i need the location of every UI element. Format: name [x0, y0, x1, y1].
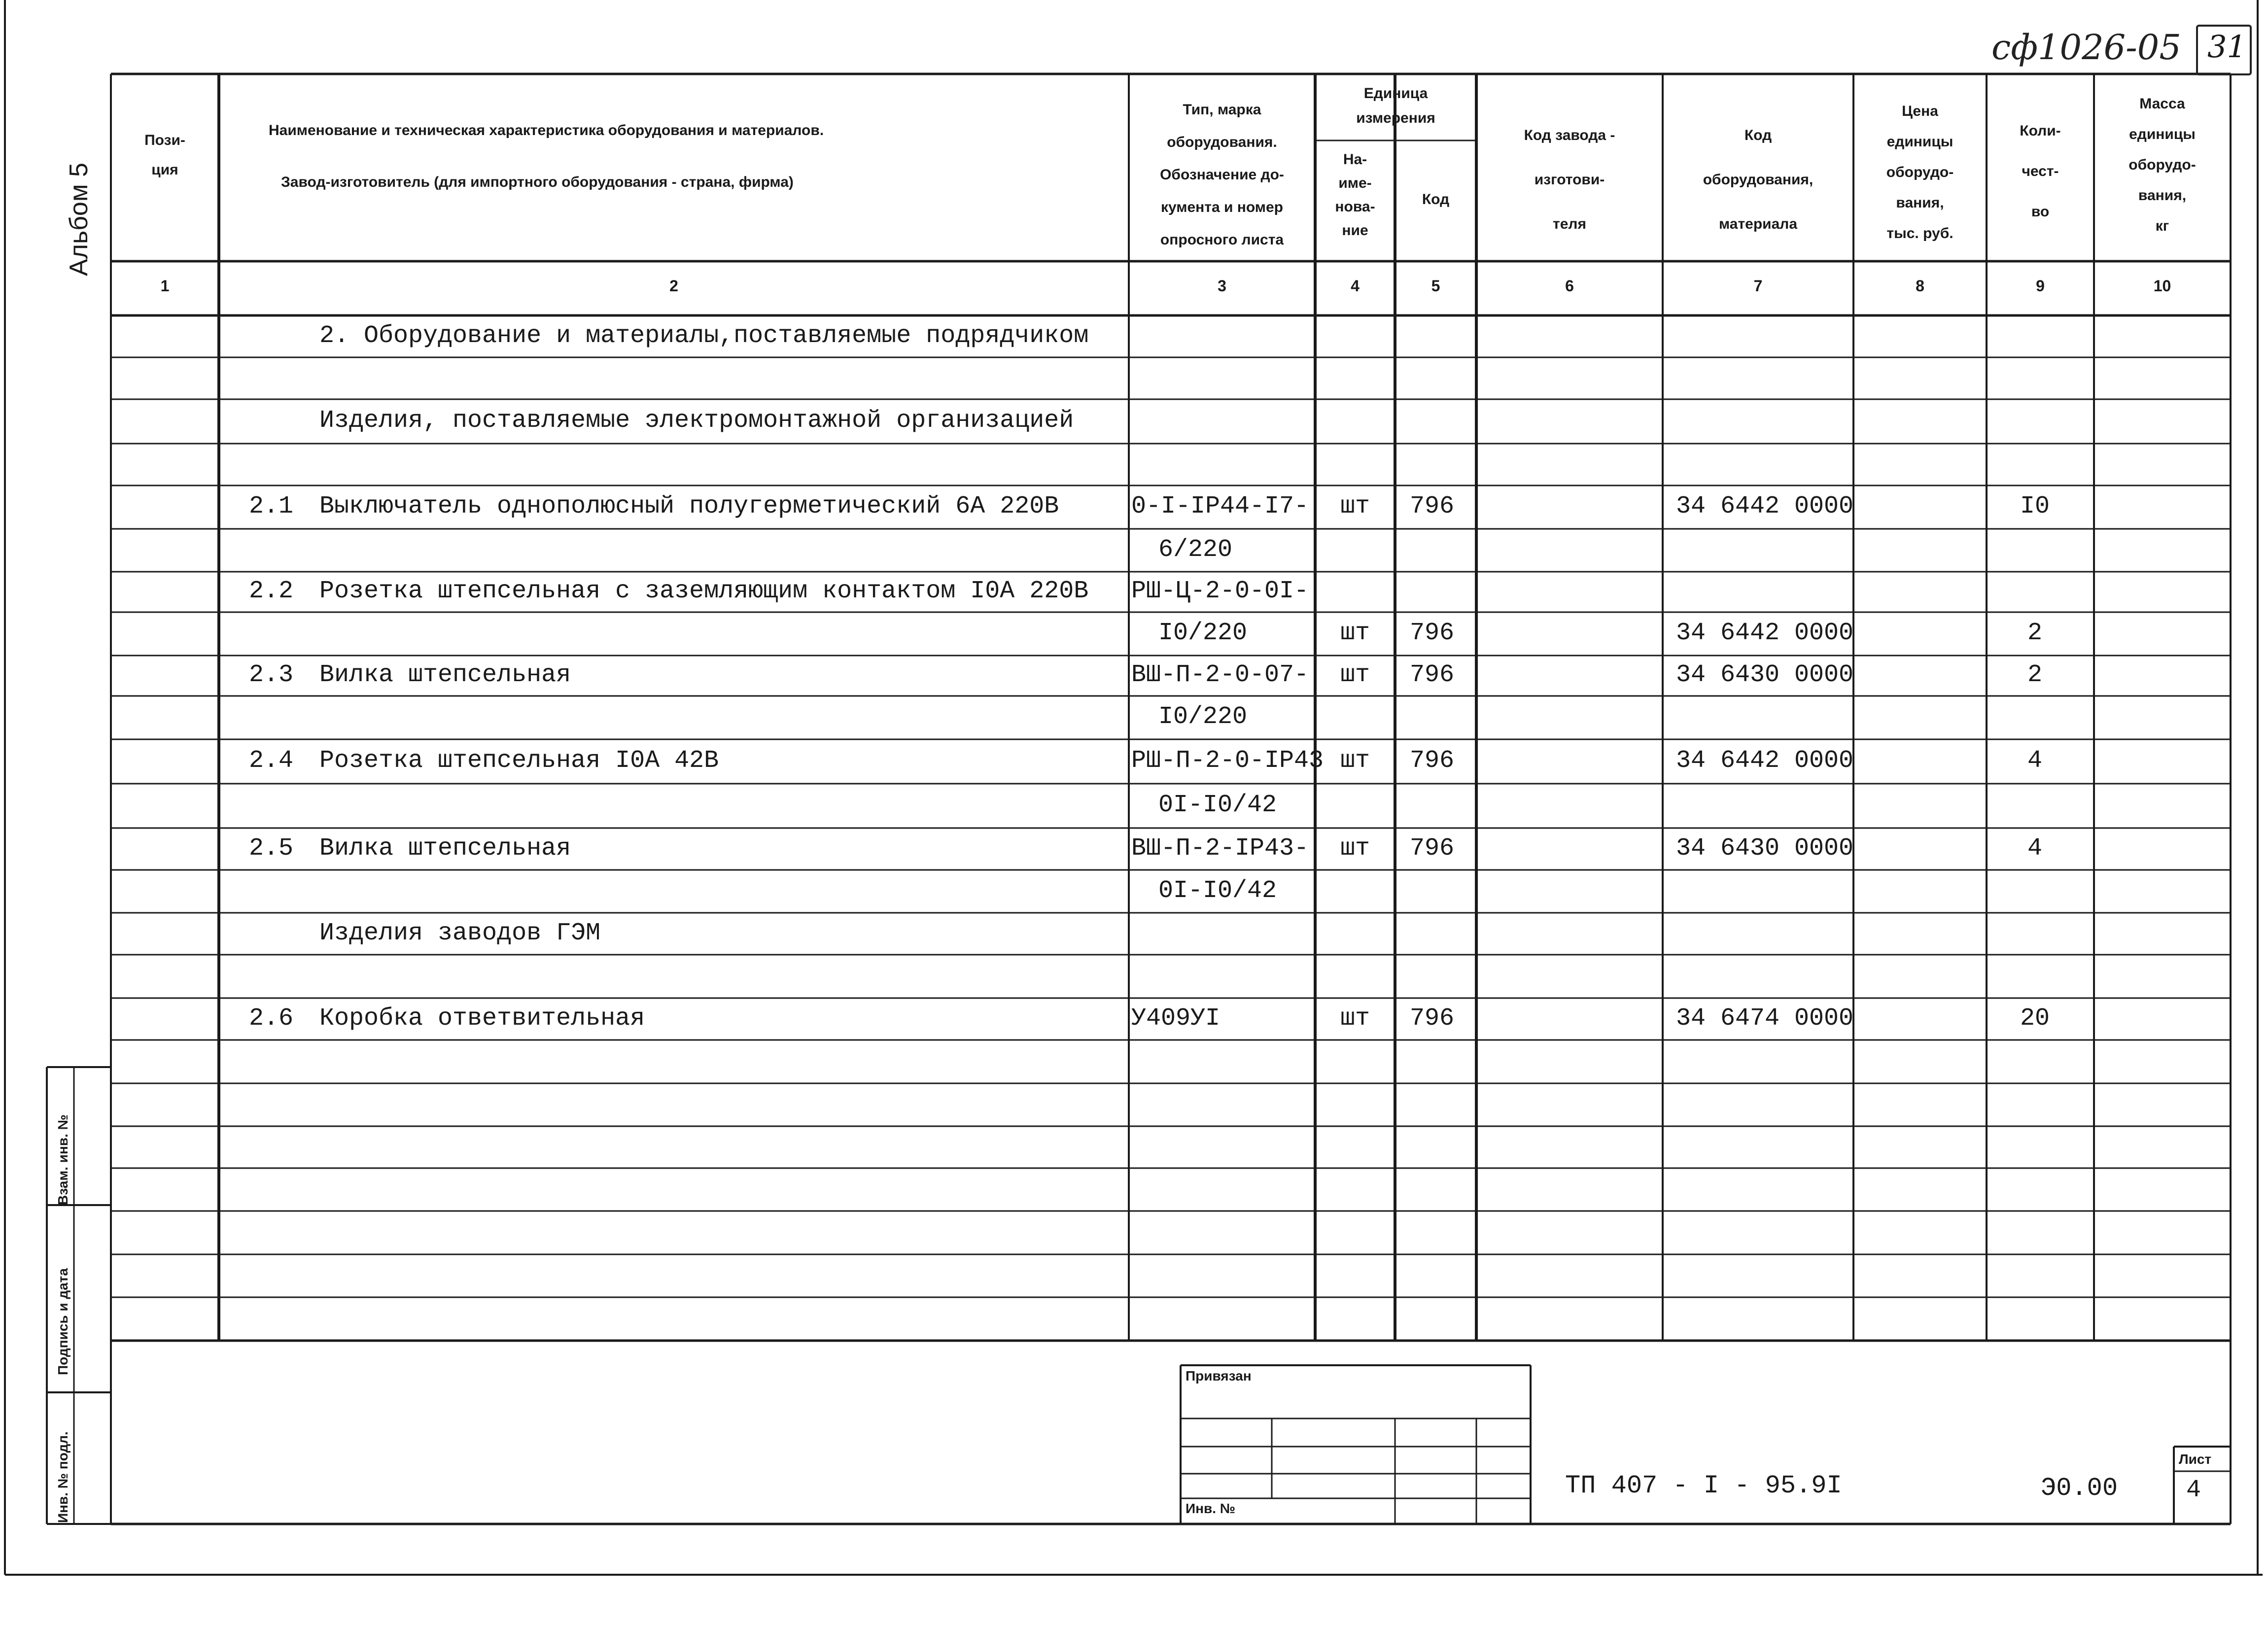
column-number-6: 6	[1565, 277, 1574, 295]
header-c45_group-line-0: Единица	[1363, 85, 1428, 102]
column-number-9: 9	[2036, 277, 2045, 295]
header-c8-line-3: вания,	[1896, 195, 1944, 211]
header-c5-line-0: Код	[1422, 191, 1450, 207]
header-c2-line-0: Наименование и техническая характеристика оборудования и материалов.	[269, 122, 824, 138]
sheet-value: 4	[2186, 1476, 2201, 1504]
cell-pos: 2.5	[249, 834, 294, 863]
cell-type: ВШ-П-2-IP43-	[1131, 834, 1309, 863]
cell-name: 2. Оборудование и материалы,поставляемые подрядчиком	[319, 321, 1089, 350]
section-code: Э0.00	[2041, 1474, 2118, 1503]
header-c6-line-1: изготови-	[1534, 172, 1605, 188]
header-c9-line-1: чест-	[2022, 163, 2059, 179]
cell-type: 0I-I0/42	[1158, 791, 1277, 819]
column-number-8: 8	[1916, 277, 1924, 295]
cell-type: ВШ-П-2-0-07-	[1131, 661, 1309, 689]
header-c3-line-2: Обозначение до-	[1160, 167, 1284, 183]
cell-type: РШ-Ц-2-0-0I-	[1131, 577, 1309, 605]
header-c1-line-1: ция	[151, 162, 178, 178]
cell-name: Розетка штепсельная I0А 42В	[319, 747, 719, 775]
column-number-7: 7	[1753, 277, 1763, 295]
inv-podl-label: Инв. № подл.	[55, 1431, 70, 1523]
header-c4-line-0: На-	[1343, 151, 1367, 168]
cell-unit_code: 796	[1409, 834, 1455, 863]
cell-code: 34 6442 0000	[1676, 747, 1854, 775]
cell-code: 34 6430 0000	[1676, 661, 1854, 689]
cell-type: I0/220	[1158, 619, 1248, 647]
header-c9-line-0: Коли-	[2020, 123, 2061, 139]
cell-qty: 4	[2027, 747, 2043, 775]
cell-unit_code: 796	[1409, 492, 1455, 520]
album-label: Альбом 5	[65, 163, 93, 276]
header-c7-line-1: оборудования,	[1703, 172, 1814, 188]
header-c10-line-2: оборудо-	[2128, 157, 2196, 173]
signature-date-label: Подпись и дата	[55, 1268, 70, 1375]
column-number-2: 2	[669, 277, 678, 295]
cell-type: 0I-I0/42	[1158, 876, 1277, 905]
cell-qty: 2	[2027, 661, 2043, 689]
header-c9-line-2: во	[2031, 204, 2050, 220]
cell-name: Вилка штепсельная	[319, 834, 571, 863]
cell-unit: шт	[1340, 747, 1370, 775]
inv-no-label: Инв. №	[1186, 1501, 1236, 1516]
cell-code: 34 6474 0000	[1676, 1004, 1854, 1033]
cell-qty: I0	[2020, 492, 2050, 520]
header-c2-line-1: Завод-изготовитель (для импортного оборудования - страна, фирма)	[281, 174, 794, 190]
cell-unit: шт	[1340, 1004, 1370, 1033]
cell-qty: 4	[2027, 834, 2043, 863]
cell-code: 34 6442 0000	[1676, 619, 1854, 647]
header-c8-line-1: единицы	[1886, 134, 1954, 150]
header-c1-line-0: Пози-	[144, 132, 185, 148]
cell-unit_code: 796	[1409, 619, 1455, 647]
header-c7-line-2: материала	[1718, 216, 1798, 232]
cell-unit: шт	[1340, 661, 1370, 689]
header-c3-line-3: кумента и номер	[1160, 199, 1284, 215]
column-number-5: 5	[1431, 277, 1440, 295]
header-c4-line-2: нова-	[1335, 199, 1375, 215]
cell-pos: 2.4	[249, 747, 294, 775]
cell-type: РШ-П-2-0-IP43	[1131, 747, 1324, 775]
cell-code: 34 6430 0000	[1676, 834, 1854, 863]
column-number-4: 4	[1351, 277, 1360, 295]
cell-pos: 2.2	[249, 577, 294, 605]
cell-pos: 2.3	[249, 661, 294, 689]
sheet-number-stamp: 31	[2207, 29, 2246, 65]
cell-pos: 2.6	[249, 1004, 294, 1033]
cell-type: 6/220	[1158, 535, 1233, 564]
privyazan-label: Привязан	[1186, 1368, 1252, 1383]
cell-unit_code: 796	[1409, 747, 1455, 775]
cell-type: У409УI	[1131, 1004, 1221, 1033]
header-c10-line-4: кг	[2155, 218, 2169, 234]
vzam-inv-label: Взам. инв. №	[55, 1114, 70, 1205]
header-c8-line-2: оборудо-	[1886, 164, 1954, 180]
header-c7-line-0: Код	[1744, 127, 1772, 143]
header-c4-line-1: име-	[1338, 175, 1372, 191]
column-number-1: 1	[160, 277, 170, 295]
header-c3-line-1: оборудования.	[1167, 134, 1277, 150]
document-code: ТП 407 - I - 95.9I	[1565, 1471, 1842, 1500]
cell-name: Изделия заводов ГЭМ	[319, 919, 601, 947]
header-c6-line-0: Код завода -	[1524, 127, 1615, 143]
cell-name: Розетка штепсельная с заземляющим контактом I0А 220В	[319, 577, 1089, 605]
cell-name: Изделия, поставляемые электромонтажной организацией	[319, 407, 1074, 435]
header-c10-line-1: единицы	[2129, 126, 2196, 142]
cell-unit: шт	[1340, 492, 1370, 520]
cell-unit_code: 796	[1409, 661, 1455, 689]
header-c4-line-3: ние	[1342, 222, 1368, 239]
cell-unit: шт	[1340, 834, 1370, 863]
header-c3-line-4: опросного листа	[1160, 232, 1284, 248]
cell-unit: шт	[1340, 619, 1370, 647]
header-c45_group-line-1: измерения	[1356, 110, 1435, 126]
cell-name: Коробка ответвительная	[319, 1004, 645, 1033]
cell-name: Вилка штепсельная	[319, 661, 571, 689]
cell-name: Выключатель однополюсный полугерметический 6А 220В	[319, 492, 1059, 520]
header-c8-line-4: тыс. руб.	[1886, 225, 1954, 242]
header-c10-line-3: вания,	[2138, 187, 2187, 204]
header-c10-line-0: Масса	[2139, 96, 2185, 112]
column-number-10: 10	[2153, 277, 2171, 295]
column-number-3: 3	[1218, 277, 1226, 295]
cell-qty: 2	[2027, 619, 2043, 647]
sheet-label: Лист	[2179, 1452, 2212, 1467]
cell-qty: 20	[2020, 1004, 2050, 1033]
document-stamp-code: сф1026-05	[1991, 27, 2181, 68]
cell-unit_code: 796	[1409, 1004, 1455, 1033]
header-c8-line-0: Цена	[1902, 103, 1938, 119]
cell-type: I0/220	[1158, 703, 1248, 731]
header-c3-line-0: Тип, марка	[1183, 102, 1261, 118]
cell-code: 34 6442 0000	[1676, 492, 1854, 520]
header-c6-line-2: теля	[1553, 216, 1586, 232]
cell-pos: 2.1	[249, 492, 294, 520]
cell-type: 0-I-IP44-I7-	[1131, 492, 1309, 520]
